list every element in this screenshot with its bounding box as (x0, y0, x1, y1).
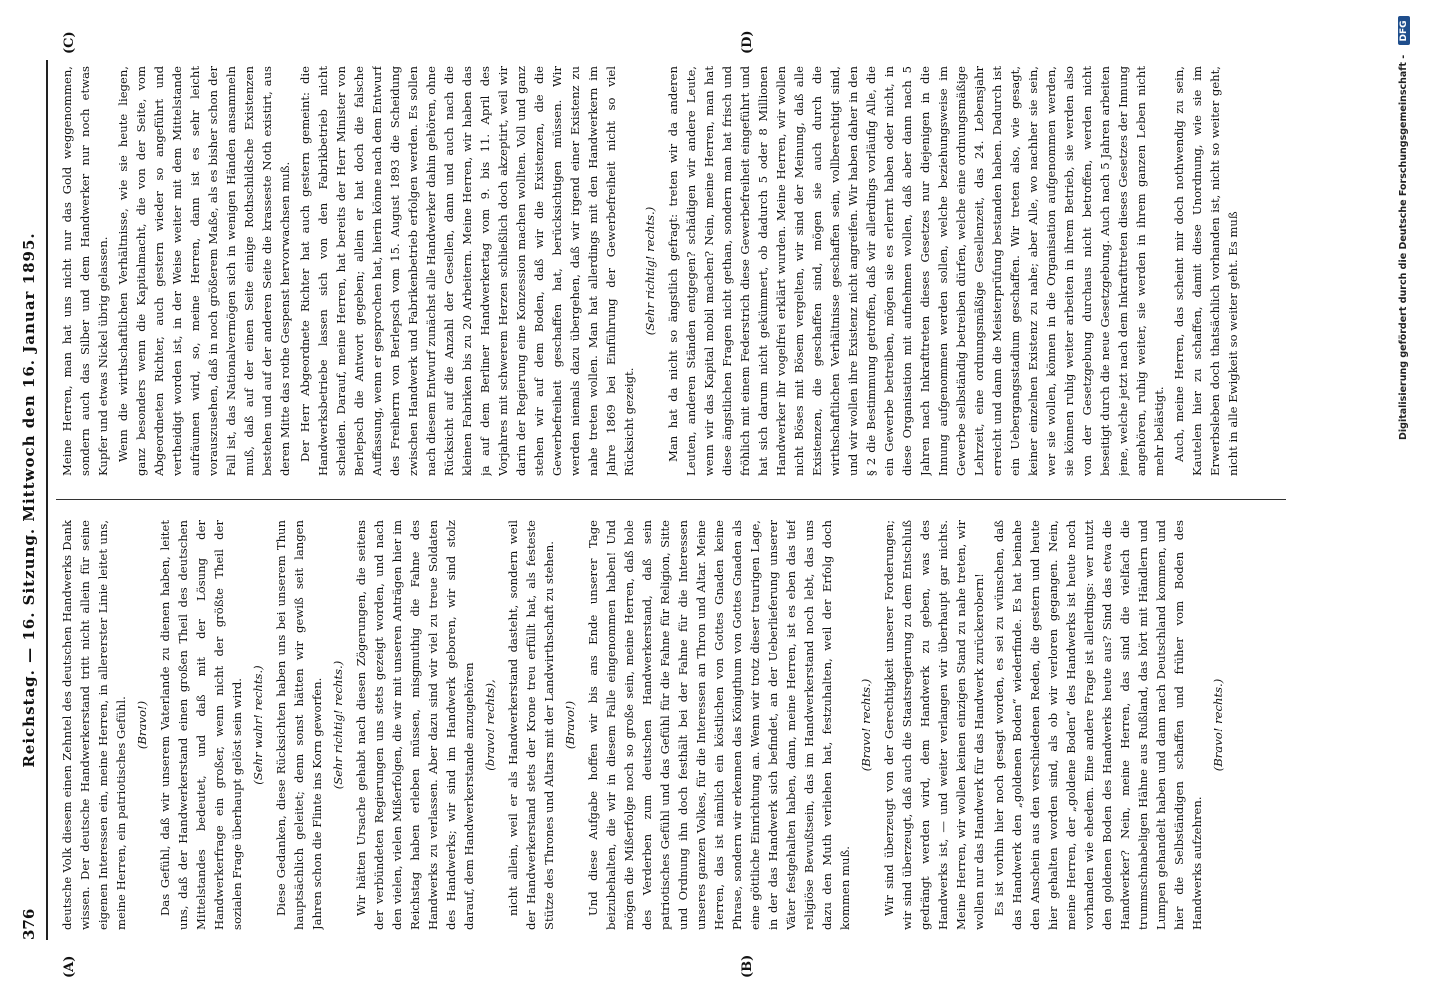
paragraph: Und diese Aufgabe hoffen wir bis ans Ende unserer Tage beizubehalten, die wir in diesem Falle eingenommen haben! Und mögen die Mißerfolge noch so große sein, meine Herren, daß hole des Verderben zum deutschen Handwerkerstand, daß sein patriotisches Gefühl und das Gefühl für die Fahne für Religion, Sitte und Ordnung ihn doch festhält bei der Fahne für die Interessen unseres ganzen Volkes, für die Interessen an Thron und Altar. Meine Herren, das ist nämlich ein köstlichen von Gottes Gnaden keine Phrase, sondern wir erkennen das Königthum von Gottes Gnaden als eine göttliche Einrichtung an. Wenn wir trotz dieser traurigen Lage, in der das Handwerk sich befindet, an der Ueberlieferung unserer Väter festgehalten haben, dann, meine Herren, ist es eben das tief religiöse Bewußtsein, das im Handwerkerstand noch lebt, das uns dazu den Muth verliehen hat, festzuhalten, weil der Erfolg doch kommen muß. (586, 520, 852, 930)
margin-marker-a: (A) (62, 955, 77, 978)
digitization-footer (1398, 10, 1418, 440)
header-rule (46, 60, 48, 940)
paragraph: Wir hätten Ursache gehabt nach diesen Zögerungen, die seitens der verbündeten Regierungen uns stets gezeigt worden, und nach den vielen, vielen Mißerfolgen, die wir mit unseren Anträgen hier im Reichstag haben erleben müssen, misgmuthig die Fahne des Handwerks zu verlassen. Aber dazu sind wir viel zu treue Soldaten des Handwerks; wir sind im Handwerk geboren, wir sind stolz darauf, dem Handwerkerstande anzugehören (354, 520, 476, 930)
column-divider (56, 499, 1286, 500)
paragraph: nicht allein, weil er als Handwerkerstand dasteht, sondern weil der Handwerkerstand stets der Krone treu erfüllt hat, als festeste Stütze des Thrones und Altars mit der Landwirthschaft zu stehen. (506, 520, 556, 930)
paragraph: Der Herr Abgeordnete Richter hat auch gestern gemeint: die Handwerksbetriebe lassen sich von den Fabrikbetrieb nicht scheiden. Darauf, meine Herren, hat bereits der Herr Minister von Berlepsch die Antwort gegeben; allein er hat doch die falsche Auffassung, wenn er gesprochen hat, hierin könne nach dem Entwurf des Freiherrn von Berlepsch vom 15. August 1893 die Scheidung zwischen Handwerk und Fabrikenbetrieb erfolgen werden. Es sollen nach diesem Entwurf zunächst alle Handwerker dahin gehören, ohne Rücksicht auf die Anzahl der Gesellen, dann und auch nach die kleinen Fabriken bis zu 20 Arbeitern. Meine Herren, wir haben das ja auf dem Berliner Handwerkertag vom 9. bis 11. April des Vorjahres mit schwerem Herzen schließlich doch akzeptirt, weil wir darin der Regierung eine Konzession machen wollten. Voll und ganz stehen wir auf dem Boden, daß wir die Existenzen, die die Gewerbefreiheit geschaffen hat, berücksichtigen müssen. Wir werden niemals dazu übergehen, daß wir irgend einer Existenz zu nahe treten wollen. Man hat allerdings mit den Handwerkern im Jahre 1869 bei Einführung der Gewerbefreiheit nicht so viel Rücksicht gezeigt. (298, 66, 636, 476)
page-header (12, 60, 46, 940)
paragraph: Wir sind überzeugt von der Gerechtigkeit unserer Forderungen; wir sind überzeugt, daß auch die Staatsregierung zu dem Entschluß gedrängt werden wird, dem Handwerk zu geben, was des Handwerks ist, — und weiter verlangen wir überhaupt gar nichts. Meine Herren, wir wollen keinen einzigen Stand zu nahe treten, wir wollen nur das Handwerk für das Handwerk zurückerobern! (882, 520, 986, 930)
margin-marker-d: (D) (740, 30, 755, 54)
interjection: (Bravo! rechts.) (859, 678, 873, 772)
digitization-credit: Digitalisierung gefördert durch die Deutsche Forschungsgemeinschaft - (1398, 54, 1409, 440)
paragraph: Wenn die wirthschaftlichen Verhältnisse, wie sie heute liegen, ganz besonders wenn die Kapitalmacht, die von der Seite, vom Abgeordneten Richter, auch gestern wieder so angeführt und vertheidigt worden ist, in der Weise weiter mit dem Mittelstande aufräumen wird, so, meine Herren, dann ist es sehr leicht vorauszusehen, daß in noch größerem Maße, als es bisher schon der Fall ist, das Nationalvermögen sich in wenigen Händen ansammeln muß, daß auf der einen Seite einige Rothschildsche Existenzen bestehen und auf der anderen Seite die krasseste Noth existirt, aus deren Mitte das rothe Gespenst hervorwachsen muß. (116, 66, 292, 476)
margin-marker-b: (B) (740, 954, 755, 978)
right-column (58, 66, 1288, 476)
interjection: (Bravo!) (135, 700, 149, 750)
margin-marker-c: (C) (62, 31, 77, 54)
interjection: (Sehr richtig! rechts.) (331, 660, 345, 790)
interjection: (bravo! rechts), (483, 679, 497, 771)
interjection: (Sehr wahr! rechts.) (251, 665, 265, 785)
paragraph: Man hat da nicht so ängstlich gefragt: treten wir da anderen Leuten, anderen Ständen entgegen? schädigen wir andere Leute, wenn wir das Kapital mobil machen? Nein, meine Herren, man hat diese ängstlichen Fragen nicht gethan, sondern man hat frisch und fröhlich mit einem Federstrich diese Gewerbefreiheit eingeführt und hat sich darum nicht gekümmert, ob dadurch 5 oder 8 Millionen Handwerker ihr vogelfrei erklärt wurden. Meine Herren, wir wollen nicht Böses mit Bösem vergelten, wir sind der Meinung, daß alle Existenzen, die geschaffen sind, mögen sie auch durch die wirthschaftlichen Verhältnisse geschaffen sein, vollberechtigt sind, und wir wollen ihre Existenz nicht angreifen. Wir haben daher in den § 2 die Bestimmung getroffen, daß wir allerdings vorläufig Alle, die ein Gewerbe betreiben, mögen sie es erlernt haben oder nicht, in diese Organisation mit aufnehmen wollen, daß aber dann nach 5 Jahren nach Inkrafttreten dieses Gesetzes nur diejenigen in die Innung aufgenommen werden sollen, welche beziehungsweise im Gewerbe selbständig betreiben dürfen, welche eine ordnungsmäßige Lehrzeit, eine ordnungsmäßige Gesellenzeit, das 24. Lebensjahr erreicht und dann die Meisterprüfung bestanden haben. Dadurch ist ein Uebergangsstadium geschaffen. Wir treten also, wie gesagt, keiner einzelnen Existenz zu nahe; aber Alle, wo nachher sie sein, wer sie wollen, können in die Organisation aufgenommen werden, sie können ruhig weiter arbeiten in ihrem Betrieb, sie werden also von der Gesetzgebung durchaus nicht betroffen, werden nicht beseitigt durch die neue Gesetzgebung. Auch nach 5 Jahren arbeiten jene, welche jetzt nach dem Inkrafttreten dieses Gesetzes der Innung angehören, ruhig weiter, sie werden in ihrem ganzen Leben nicht mehr belästigt. (666, 66, 1166, 476)
page-title: Reichstag. — 16. Sitzung. Mittwoch den 16. Januar 1895. (20, 232, 38, 768)
page-number: 376 (20, 908, 38, 940)
dfg-badge: DFG (1398, 16, 1410, 45)
paragraph: Diese Gedanken, diese Rücksichten haben uns bei unserem Thun hauptsächlich geleitet; denn sonst hätten wir gewiß seit langen Jahren schon die Flinte ins Korn geworfen. (274, 520, 324, 930)
paragraph: Meine Herren, man hat uns nicht nur das Gold weggenommen, sondern auch das Silber und dem Handwerker nur noch etwas Kupfer und etwas Nickel übrig gelassen. (60, 66, 110, 476)
left-column (58, 520, 1288, 930)
paragraph: Auch, meine Herren, das scheint mir doch nothwendig zu sein, Kautelen hier zu schaffen, damit diese Unordnung, wie sie im Erwerbsleben doch thatsächlich vorhanden ist, nicht so weiter geht, nicht in alle Ewigkeit so weiter geht. Es muß (1172, 66, 1240, 476)
paragraph: deutsche Volk diesem einen Zehntel des deutschen Handwerks Dank wissen. Der deutsche Handwerkerstand tritt nicht allein für seine eigenen Interessen ein, meine Herren, in allererster Linie leitet uns, meine Herren, ein patriotisches Gefühl. (60, 520, 128, 930)
interjection: (Sehr richtig! rechts.) (643, 206, 657, 336)
interjection: (Bravo! rechts.) (1211, 678, 1225, 772)
paragraph: Es ist vorhin hier noch gesagt worden, es sei zu wünschen, daß das Handwerk den „goldenen Boden“ wiederfinde. Es hat beinahe den Anschein aus den verschiedenen Reden, die gestern und heute hier gehalten worden sind, als ob wir verloren gegangen. Nein, meine Herren, der „goldene Boden“ des Handwerks ist heute noch vorhanden wie ehedem. Eine andere Frage ist allerdings: wer nutzt den goldenen Boden des Handwerks heute aus? Sind das etwa die Handwerker? Nein, meine Herren, das sind die vielfach die trummschnabeligen Hähne aus Rußland, das hört mit Händlern und Lumpen gehandelt haben und dann nach Deutschland kommen, und hier die Selbständigen schaffen und früher vom Boden des Handwerks aufzehren. (992, 520, 1204, 930)
paragraph: Das Gefühl, daß wir unserem Vaterlande zu dienen haben, leitet uns, daß der Handwerkerstand einen großen Theil des deutschen Mittelstandes bedeutet, und daß mit der Lösung der Handwerkerfrage ein großer, wenn nicht der größte Theil der sozialen Frage überhaupt gelöst sein wird. (158, 520, 244, 930)
interjection: (Bravo!) (563, 700, 577, 750)
